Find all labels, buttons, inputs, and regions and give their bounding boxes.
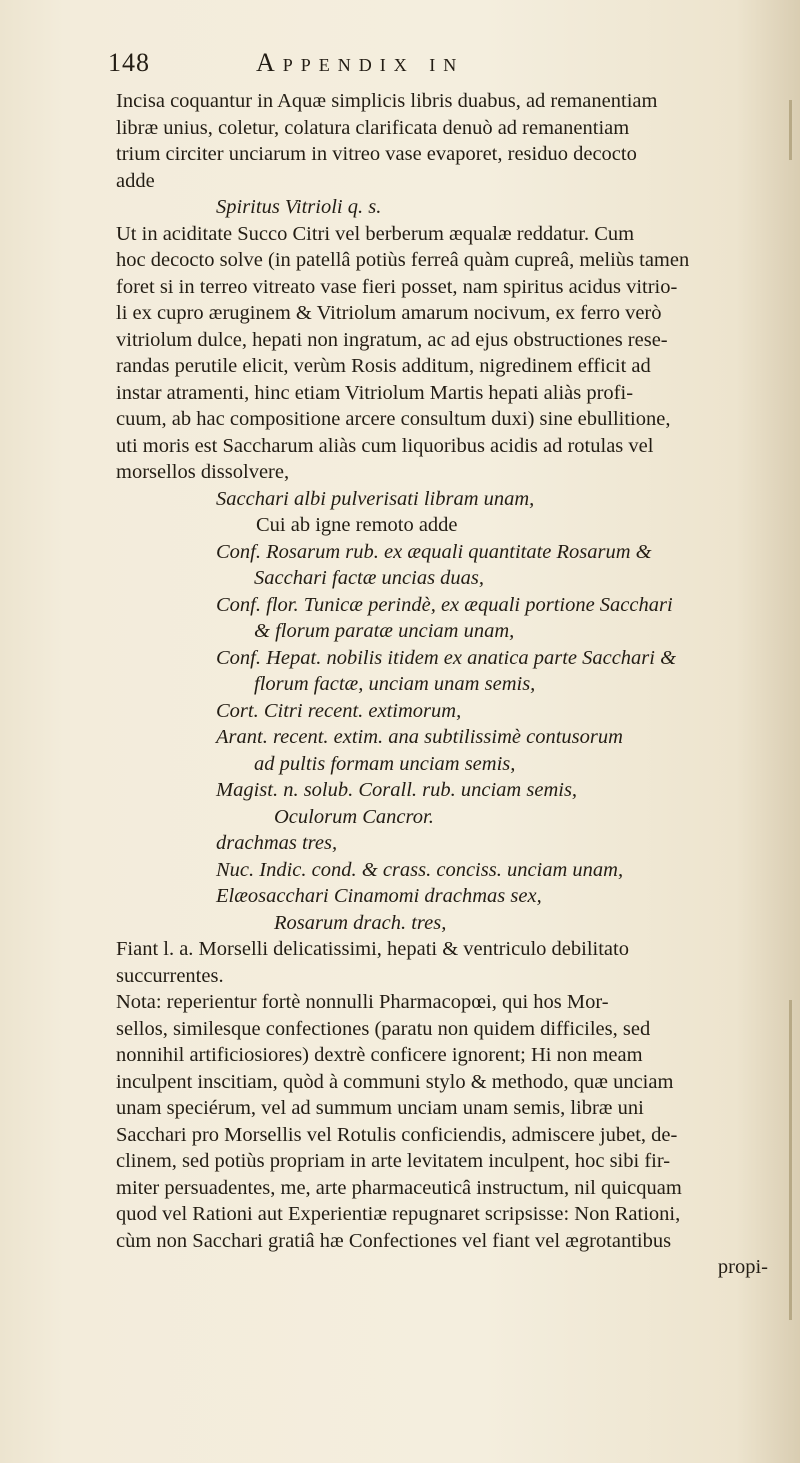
text-line: li ex cupro æruginem & Vitriolum amarum nocivum, ex ferro verò [116,302,662,324]
text-line: Nota: reperientur fortè nonnulli Pharmacopœi, qui hos Mor- [116,991,609,1013]
text-line: cuum, ab hac compositione arcere consultum duxi) sine ebullitione, [116,408,671,430]
text-line: foret si in terreo vitreato vase fieri posset, nam spiritus acidus vitrio- [116,275,678,298]
text-line: drachmas tres, [216,832,338,854]
page-edge-shadow [789,100,792,160]
text-line: libræ unius, coletur, colatura clarificata denuò ad remanentiam [116,116,630,139]
text-line: Spiritus Vitrioli q. s. [216,196,382,218]
text-line: Cort. Citri recent. extimorum, [216,699,462,722]
body-text [116,88,772,1281]
text-line: instar atramenti, hinc etiam Vitriolum Martis hepati aliàs profi- [116,381,634,404]
text-line: Magist. n. solub. Corall. rub. unciam semis, [216,779,578,801]
text-line: unam speciérum, vel ad summum unciam unam semis, libræ uni [116,1097,644,1119]
text-line: Rosarum drach. tres, [274,911,447,934]
text-line: morsellos dissolvere, [116,461,290,483]
text-line: vitriolum dulce, hepati non ingratum, ac ad ejus obstructiones rese- [116,328,668,351]
text-line: Nuc. Indic. cond. & crass. conciss. unciam unam, [216,858,624,881]
text-line: miter persuadentes, me, arte pharmaceuticâ instructum, nil quicquam [116,1176,682,1199]
text-line: cùm non Sacchari gratiâ hæ Confectiones vel fiant vel ægrotantibus [116,1229,672,1252]
text-line: Sacchari pro Morsellis vel Rotulis conficiendis, admiscere jubet, de- [116,1123,678,1146]
text-line: inculpent inscitiam, quòd à communi stylo & methodo, quæ unciam [116,1070,674,1093]
text-line: Conf. Hepat. nobilis itidem ex anatica parte Sacchari & [216,646,677,669]
text-line: quod vel Rationi aut Experientiæ repugnaret scripsisse: Non Rationi, [116,1203,681,1225]
text-line: Ut in aciditate Succo Citri vel berberum æqualæ reddatur. Cum [116,222,635,245]
text-line: hoc decocto solve (in patellâ potiùs ferreâ quàm cupreâ, meliùs tamen [116,249,690,271]
page-number: 148 [108,48,150,77]
text-line: adde [116,169,155,192]
text-line: Cui ab igne remoto adde [256,514,458,536]
text-line: & florum paratæ unciam unam, [254,620,515,642]
text-line: Sacchari albi pulverisati libram unam, [216,487,535,510]
text-line: clinem, sed potiùs propriam in arte levitatem inculpent, hoc sibi fir- [116,1150,671,1172]
text-line: succurrentes. [116,964,224,987]
text-line: florum factæ, unciam unam semis, [254,673,536,695]
text-line: Sacchari factæ uncias duas, [254,567,485,589]
text-line: Fiant l. a. Morselli delicatissimi, hepati & ventriculo debilitato [116,938,629,960]
text-line: trium circiter unciarum in vitreo vase evaporet, residuo decocto [116,143,637,165]
text-line: Conf. Rosarum rub. ex æquali quantitate Rosarum & [216,540,652,563]
text-line: Oculorum Cancror. [274,805,434,828]
text-line: Arant. recent. extim. ana subtilissimè contusorum [216,726,623,748]
text-line: Conf. flor. Tunicæ perindè, ex æquali portione Sacchari [216,593,673,616]
text-line: propi- [717,1256,768,1278]
page-edge-shadow [789,1000,792,1320]
text-line: Elæosacchari Cinamomi drachmas sex, [216,885,542,907]
text-line: Incisa coquantur in Aquæ simplicis libris duabus, ad remanentiam [116,90,658,112]
text-line: uti moris est Saccharum aliàs cum liquoribus acidis ad rotulas vel [116,434,654,457]
text-line: ad pultis formam unciam semis, [254,752,516,775]
text-line: sellos, similesque confectiones (paratu non quidem difficiles, sed [116,1017,651,1040]
running-head: Appendix in [256,48,465,77]
text-line: randas perutile elicit, verùm Rosis additum, nigredinem efficit ad [116,355,651,377]
text-line: nonnihil artificiosiores) dextrè conficere ignorent; Hi non meam [116,1044,643,1066]
